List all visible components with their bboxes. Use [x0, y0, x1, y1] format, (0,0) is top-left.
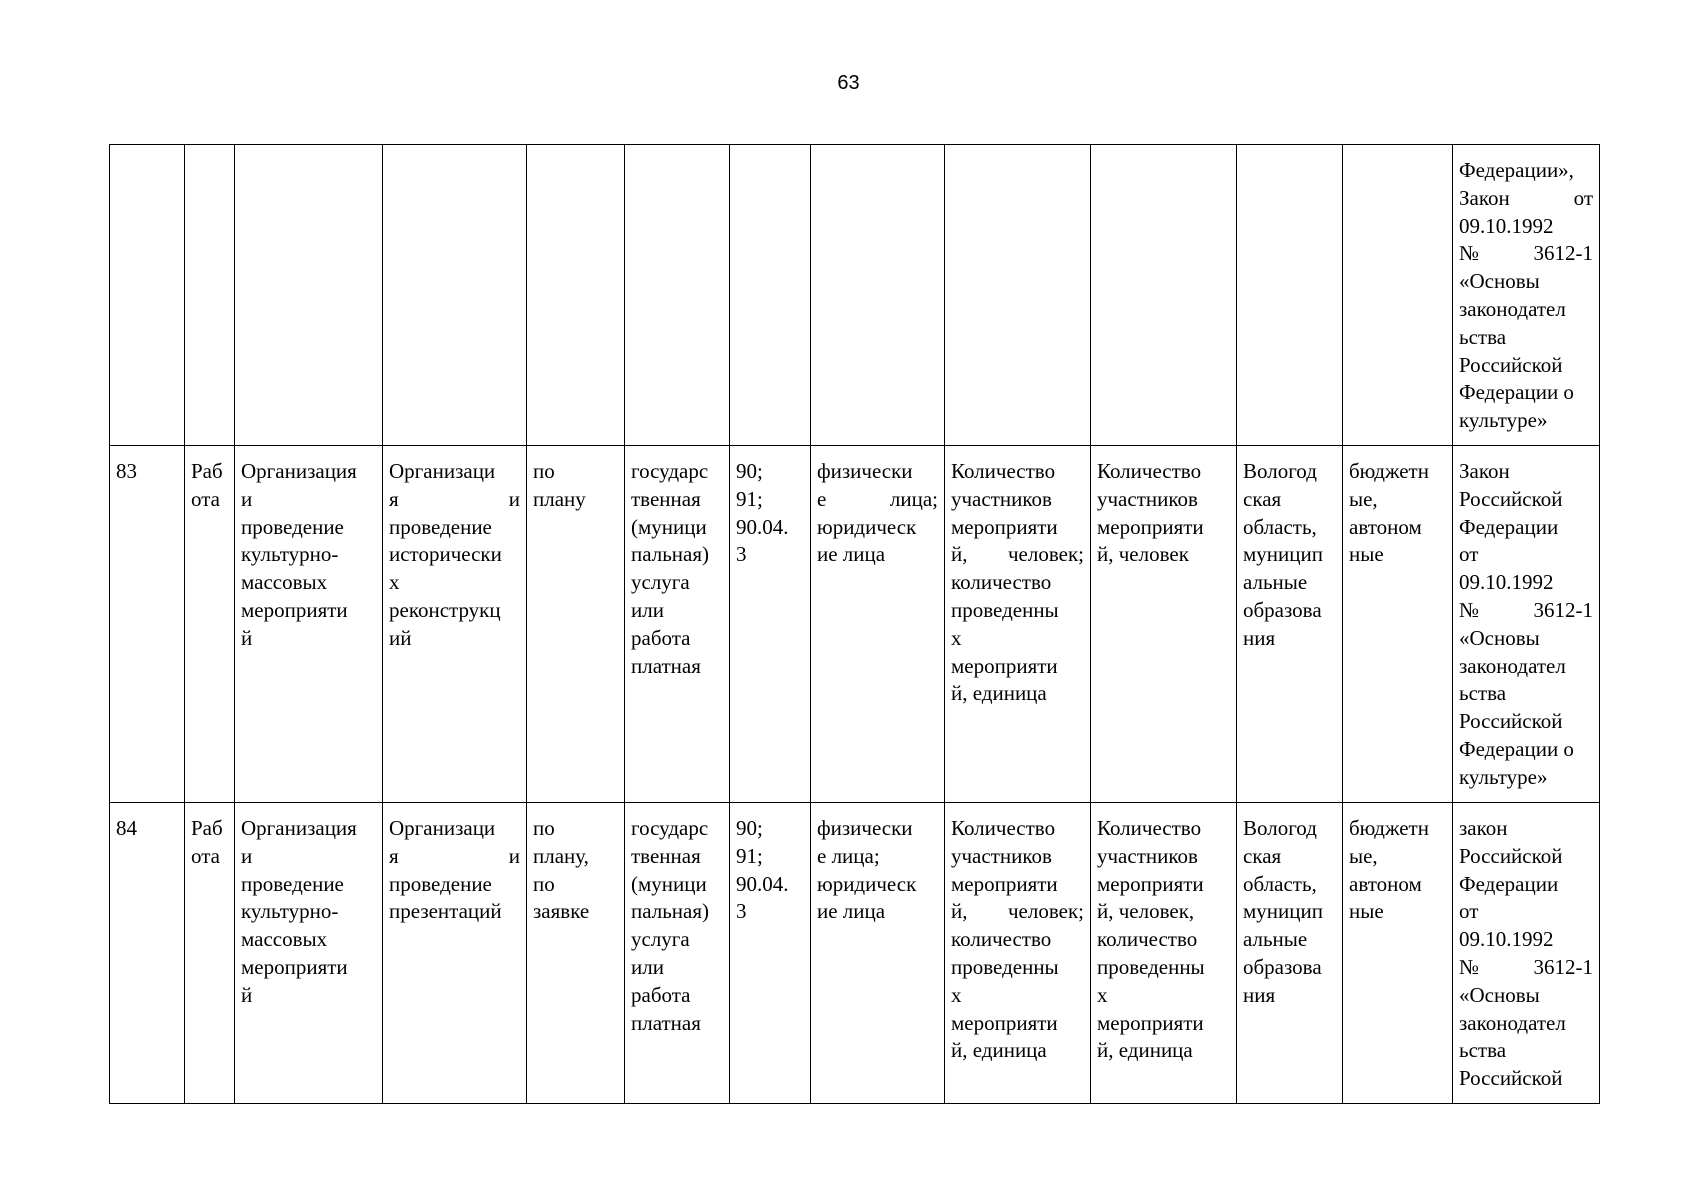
cell-line: пальная) [631, 542, 710, 567]
table-row [110, 803, 1600, 1104]
registry-table [109, 144, 1600, 1104]
cell-line: 3 [736, 542, 747, 567]
cell-line: культурно- [241, 542, 339, 567]
cell-line: бюджетн [1349, 816, 1429, 840]
cell-line: х [951, 982, 962, 1007]
cell-quality-indicator [945, 145, 1091, 446]
cell-volume-indicator [1091, 446, 1237, 803]
cell-line: твенная [631, 843, 701, 868]
cell-line: участников [951, 486, 1052, 511]
cell-line: проведение [389, 871, 492, 896]
cell-line: «Основы [1459, 269, 1540, 294]
cell-line: я и [389, 843, 520, 868]
cell-legal-basis [1453, 145, 1600, 446]
cell-line: (муници [631, 514, 707, 539]
cell-line: ие лица [817, 542, 886, 567]
cell-line: автоном [1349, 871, 1422, 896]
cell-line: Российской [1459, 843, 1563, 868]
cell-line: физически [817, 459, 913, 483]
cell-line: Федерации [1459, 514, 1559, 539]
cell-content [383, 803, 527, 1104]
cell-line: «Основы [1459, 625, 1540, 650]
cell-kind [185, 803, 235, 1104]
cell-line: й, единица [951, 681, 1047, 706]
cell-line: № 3612-1 [1459, 954, 1593, 979]
cell-service-name [235, 803, 383, 1104]
cell-line: 3 [736, 899, 747, 924]
cell-line: ская [1243, 843, 1282, 868]
cell-line: Федерации о [1459, 380, 1574, 405]
cell-line: й, человек, [1097, 899, 1195, 924]
cell-line: участников [1097, 486, 1198, 511]
cell-line: и [241, 843, 253, 868]
cell-line: или [631, 954, 664, 979]
cell-line: проведенны [951, 597, 1059, 622]
cell-line: количество [951, 570, 1052, 595]
cell-line: работа [631, 625, 691, 650]
cell-line: плану [533, 486, 586, 511]
cell-line: е лица; [817, 843, 880, 868]
cell-line: законодател [1459, 1010, 1566, 1035]
cell-line: культурно- [241, 899, 339, 924]
cell-line: платная [631, 1010, 701, 1035]
cell-type [625, 145, 730, 446]
cell-line: Организаци [389, 816, 496, 840]
cell-line: проведение [389, 514, 492, 539]
cell-line: 09.10.1992 [1459, 570, 1554, 595]
cell-line: муницип [1243, 542, 1323, 567]
cell-line: по [533, 816, 555, 840]
cell-line: Количество [951, 816, 1056, 840]
cell-line: массовых [241, 927, 328, 952]
cell-line: мероприяти [1097, 1010, 1204, 1035]
cell-line: Федерации», [1459, 158, 1574, 182]
cell-line: 90.04. [736, 514, 789, 539]
cell-line: ьства [1459, 324, 1507, 349]
cell-line: Российской [1459, 352, 1563, 377]
cell-line: Федерации о [1459, 736, 1574, 761]
cell-line: ные [1349, 542, 1384, 567]
cell-number [110, 145, 185, 446]
cell-region [1237, 145, 1343, 446]
cell-institution-type [1343, 145, 1453, 446]
cell-line: государс [631, 459, 709, 483]
cell-line: 90; [736, 459, 763, 483]
cell-line: ые, [1349, 843, 1378, 868]
cell-line: е лица; [817, 486, 938, 511]
cell-line: исторически [389, 542, 502, 567]
table-row [110, 145, 1600, 446]
cell-line: альные [1243, 927, 1308, 952]
cell-line: Организация [241, 459, 357, 483]
cell-line: мероприяти [1097, 514, 1204, 539]
cell-content [383, 446, 527, 803]
cell-line: область, [1243, 514, 1317, 539]
cell-line: участников [1097, 843, 1198, 868]
cell-content [383, 145, 527, 446]
cell-line: от [1459, 899, 1479, 924]
cell-line: юридическ [817, 514, 917, 539]
cell-line: и [241, 486, 253, 511]
cell-line: муницип [1243, 899, 1323, 924]
cell-line: 91; [736, 843, 763, 868]
cell-line: й, человек; [951, 899, 1084, 924]
cell-line: количество [951, 927, 1052, 952]
cell-line: 09.10.1992 [1459, 927, 1554, 952]
cell-line: проведение [241, 514, 344, 539]
cell-line: Вологод [1243, 816, 1317, 840]
cell-line: мероприяти [951, 1010, 1058, 1035]
cell-line: Организация [241, 816, 357, 840]
cell-line: количество [1097, 927, 1198, 952]
cell-institution-type [1343, 446, 1453, 803]
cell-line: образова [1243, 954, 1322, 979]
cell-line: законодател [1459, 653, 1566, 678]
cell-volume-indicator [1091, 145, 1237, 446]
cell-line: твенная [631, 486, 701, 511]
cell-line: Количество [1097, 459, 1202, 483]
cell-line: 91; [736, 486, 763, 511]
cell-line: услуга [631, 927, 690, 952]
cell-line: х [389, 570, 400, 595]
cell-okved-codes [730, 145, 811, 446]
cell-line: ие лица [817, 899, 886, 924]
cell-okved-codes [730, 803, 811, 1104]
cell-line: культуре» [1459, 408, 1548, 433]
cell-line: Раб [191, 459, 223, 483]
cell-line: бюджетн [1349, 459, 1429, 483]
cell-number: 83 [110, 446, 185, 803]
cell-line: 90; [736, 816, 763, 840]
cell-line: ьства [1459, 681, 1507, 706]
cell-line: культуре» [1459, 764, 1548, 789]
cell-line: от [1459, 542, 1479, 567]
cell-service-name [235, 145, 383, 446]
cell-conditions [527, 803, 625, 1104]
cell-volume-indicator [1091, 803, 1237, 1104]
cell-service-name [235, 446, 383, 803]
cell-line: й, единица [951, 1038, 1047, 1063]
cell-line: альные [1243, 570, 1308, 595]
cell-line: № 3612-1 [1459, 241, 1593, 266]
cell-line: й, человек [1097, 542, 1189, 567]
cell-line: мероприяти [241, 597, 348, 622]
cell-line: ния [1243, 625, 1276, 650]
cell-line: закон [1459, 816, 1508, 840]
cell-line: ота [191, 843, 220, 868]
cell-line: Вологод [1243, 459, 1317, 483]
cell-region [1237, 803, 1343, 1104]
cell-conditions [527, 446, 625, 803]
cell-line: й [241, 625, 253, 650]
cell-line: й [241, 982, 253, 1007]
cell-line: мероприяти [951, 653, 1058, 678]
cell-line: или [631, 597, 664, 622]
cell-consumers [811, 145, 945, 446]
cell-line: Количество [1097, 816, 1202, 840]
cell-line: (муници [631, 871, 707, 896]
cell-number: 84 [110, 803, 185, 1104]
cell-legal-basis [1453, 446, 1600, 803]
cell-line: х [951, 625, 962, 650]
cell-line: Российской [1459, 709, 1563, 734]
cell-consumers [811, 803, 945, 1104]
cell-line: мероприяти [241, 954, 348, 979]
cell-line: Федерации [1459, 871, 1559, 896]
cell-line: ьства [1459, 1038, 1507, 1063]
cell-line: массовых [241, 570, 328, 595]
cell-line: пальная) [631, 899, 710, 924]
cell-consumers [811, 446, 945, 803]
cell-line: услуга [631, 570, 690, 595]
cell-line: автоном [1349, 514, 1422, 539]
cell-line: область, [1243, 871, 1317, 896]
cell-line: Раб [191, 816, 223, 840]
cell-line: ные [1349, 899, 1384, 924]
cell-line: я и [389, 486, 520, 511]
cell-type [625, 803, 730, 1104]
cell-line: ота [191, 486, 220, 511]
cell-line: юридическ [817, 871, 917, 896]
cell-line: Закон [1459, 459, 1510, 483]
cell-line: по [533, 459, 555, 483]
cell-legal-basis [1453, 803, 1600, 1104]
cell-line: ская [1243, 486, 1282, 511]
table-row [110, 446, 1600, 803]
cell-line: х [1097, 982, 1108, 1007]
cell-line: Российской [1459, 486, 1563, 511]
cell-line: работа [631, 982, 691, 1007]
page-number: 63 [837, 72, 860, 94]
cell-line: презентаций [389, 899, 502, 924]
cell-line: 90.04. [736, 871, 789, 896]
cell-line: реконструкц [389, 597, 501, 622]
cell-line: № 3612-1 [1459, 597, 1593, 622]
cell-line: мероприяти [951, 871, 1058, 896]
cell-kind [185, 145, 235, 446]
cell-line: физически [817, 816, 913, 840]
cell-line: ий [389, 625, 412, 650]
cell-line: Российской [1459, 1066, 1563, 1091]
cell-line: государс [631, 816, 709, 840]
cell-line: й, человек; [951, 542, 1084, 567]
cell-line: мероприяти [951, 514, 1058, 539]
cell-line: Организаци [389, 459, 496, 483]
cell-line: плану, [533, 843, 589, 868]
cell-institution-type [1343, 803, 1453, 1104]
cell-line: законодател [1459, 296, 1566, 321]
cell-line: Закон от [1459, 185, 1593, 210]
cell-line: проведенны [1097, 954, 1205, 979]
cell-line: 09.10.1992 [1459, 213, 1554, 238]
cell-line: й, единица [1097, 1038, 1193, 1063]
cell-kind [185, 446, 235, 803]
cell-quality-indicator [945, 803, 1091, 1104]
cell-okved-codes [730, 446, 811, 803]
cell-line: ния [1243, 982, 1276, 1007]
cell-line: образова [1243, 597, 1322, 622]
cell-line: проведенны [951, 954, 1059, 979]
cell-line: мероприяти [1097, 871, 1204, 896]
cell-line: заявке [533, 899, 590, 924]
cell-line: по [533, 871, 555, 896]
cell-region [1237, 446, 1343, 803]
cell-line: ые, [1349, 486, 1378, 511]
cell-line: участников [951, 843, 1052, 868]
cell-line: проведение [241, 871, 344, 896]
cell-line: «Основы [1459, 982, 1540, 1007]
cell-conditions [527, 145, 625, 446]
cell-line: Количество [951, 459, 1056, 483]
cell-type [625, 446, 730, 803]
cell-line: платная [631, 653, 701, 678]
cell-quality-indicator [945, 446, 1091, 803]
